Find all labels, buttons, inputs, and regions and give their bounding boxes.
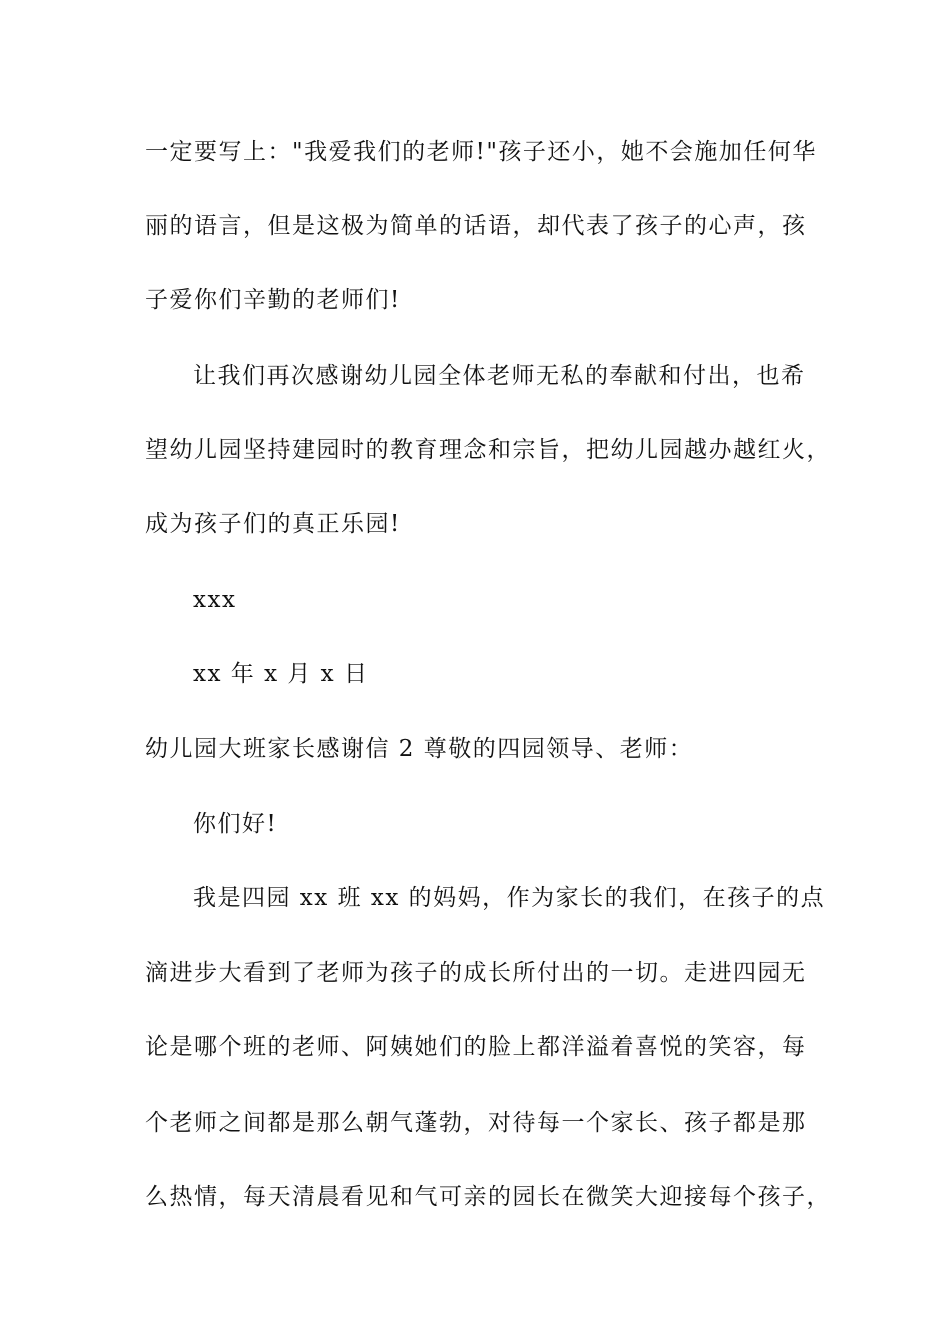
greeting: 你们好! [193,811,278,837]
signature-name: xxx [193,587,237,613]
section-heading: 幼儿园大班家长感谢信 2 尊敬的四园领导、老师： [145,736,694,762]
signature-date: xx 年 x 月 x 日 [193,661,369,687]
text-line: 一定要写上："我爱我们的老师!"孩子还小，她不会施加任何华 [145,139,817,165]
text-line: 滴进步大看到了老师为孩子的成长所付出的一切。走进四园无 [145,960,807,986]
text-line: 让我们再次感谢幼儿园全体老师无私的奉献和付出，也希 [193,363,806,389]
text-line: 么热情，每天清晨看见和气可亲的园长在微笑大迎接每个孩子， [145,1184,831,1210]
text-line: 丽的语言，但是这极为简单的话语，却代表了孩子的心声，孩 [145,213,807,239]
text-line: 我是四园 xx 班 xx 的妈妈，作为家长的我们，在孩子的点 [193,885,826,911]
text-line: 成为孩子们的真正乐园! [145,511,401,537]
text-line: 望幼儿园坚持建园时的教育理念和宗旨，把幼儿园越办越红火， [145,437,831,463]
text-line: 论是哪个班的老师、阿姨她们的脸上都洋溢着喜悦的笑容，每 [145,1034,807,1060]
text-line: 个老师之间都是那么朝气蓬勃，对待每一个家长、孩子都是那 [145,1110,807,1136]
text-line: 子爱你们辛勤的老师们! [145,287,401,313]
